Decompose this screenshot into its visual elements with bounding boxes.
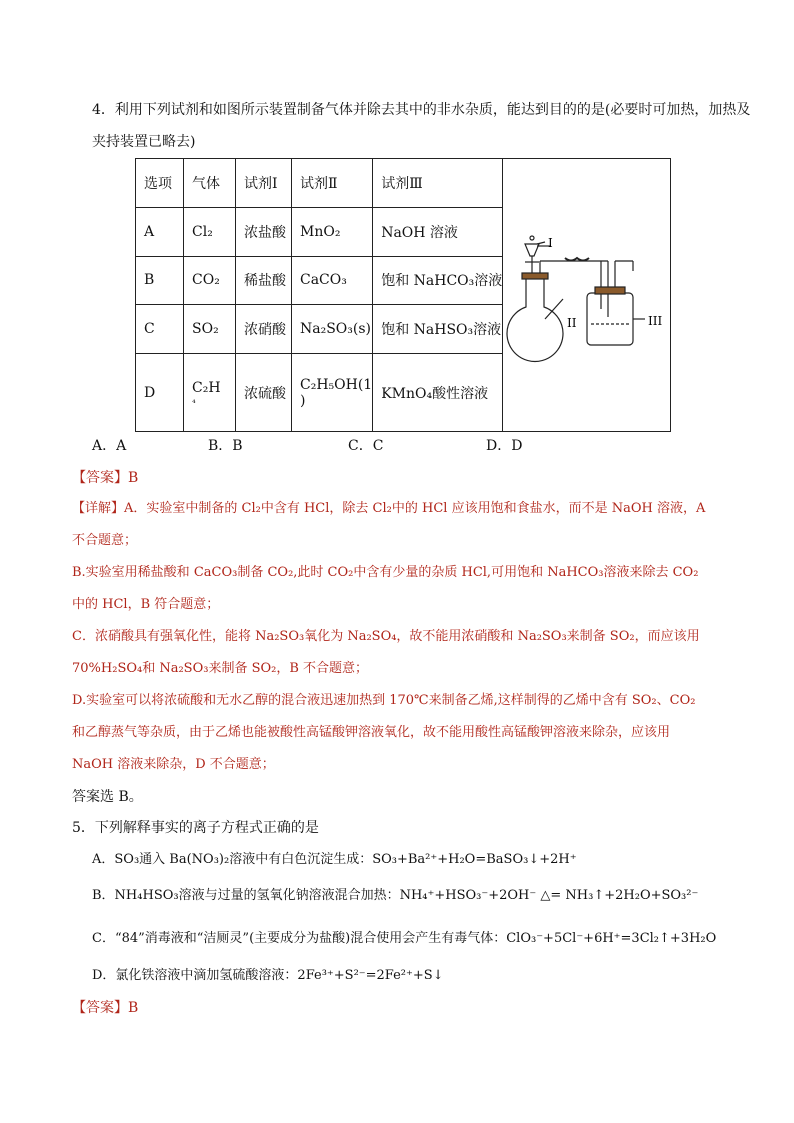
q5-stem: 5．下列解释事实的离子方程式正确的是 xyxy=(72,820,319,836)
table-cell-reagent-3: NaOH 溶液 xyxy=(373,207,503,256)
detail-line: C．浓硝酸具有强氧化性，能将 Na₂SO₃氧化为 Na₂SO₄，故不能用浓硝酸和 Na₂SO₃来制备 SO₂，而应该用 xyxy=(72,629,700,644)
round-bottom-flask-icon xyxy=(507,275,563,362)
table-cell-reagent-1: 稀盐酸 xyxy=(236,256,292,305)
table-cell-option: A xyxy=(136,207,184,256)
bottle-stopper-icon xyxy=(595,287,625,294)
table-cell-gas: SO₂ xyxy=(184,305,236,354)
separatory-funnel-icon xyxy=(525,244,539,256)
choice-b: B．B xyxy=(208,438,243,454)
table-cell-reagent-3: 饱和 NaHCO₃溶液 xyxy=(373,256,503,305)
label-reagent-II: II xyxy=(567,316,577,330)
table-cell-reagent-2: Na₂SO₃(s) xyxy=(292,305,373,354)
choice-c: C．C xyxy=(348,438,384,454)
gas-washing-bottle-icon xyxy=(587,293,633,345)
q4-final: 答案选 B。 xyxy=(72,789,143,805)
gas-formula-part2: ₄ xyxy=(192,395,196,406)
table-cell-reagent-1: 浓硫酸 xyxy=(236,354,292,432)
table-cell-gas: Cl₂ xyxy=(184,207,236,256)
choice-d: D．D xyxy=(486,438,523,454)
table-cell-option: D xyxy=(136,354,184,432)
q4-stem-line1: 4．利用下列试剂和如图所示装置制备气体并除去其中的非水杂质，能达到目的的是(必要时可加热，加热及 xyxy=(92,102,751,118)
q4-stem-line2: 夹持装置已略去) xyxy=(92,134,196,150)
reagent-2-part1: C₂H₅OH(1 xyxy=(300,376,373,393)
q5-option-a: A．SO₃通入 Ba(NO₃)₂溶液中有白色沉淀生成：SO₃+Ba²⁺+H₂O=BaSO₃↓+2H⁺ xyxy=(92,852,577,867)
reagent-2-part2: ) xyxy=(300,392,306,409)
table-cell-reagent-1: 浓硝酸 xyxy=(236,305,292,354)
detail-line: 中的 HCl，B 符合题意； xyxy=(72,597,220,612)
detail-line: NaOH 溶液来除杂，D 不合题意； xyxy=(72,757,275,772)
q5-option-d: D．氯化铁溶液中滴加氢硫酸溶液：2Fe³⁺+S²⁻=2Fe²⁺+S↓ xyxy=(92,968,444,983)
table-cell-option: C xyxy=(136,305,184,354)
table-header-cell: 气体 xyxy=(184,159,236,208)
table-header-cell: 试剂Ⅱ xyxy=(292,159,373,208)
table-cell-reagent-2: CaCO₃ xyxy=(292,256,373,305)
q5-option-b: B．NH₄HSO₃溶液与过量的氢氧化钠溶液混合加热：NH₄⁺+HSO₃⁻+2OH⁻ △= NH₃↑+2H₂O+SO₃²⁻ xyxy=(92,888,699,903)
gas-apparatus-diagram xyxy=(503,159,670,427)
table-cell-reagent-2: MnO₂ xyxy=(292,207,373,256)
table-header-cell: 试剂Ⅲ xyxy=(373,159,503,208)
table-cell-reagent-1: 浓盐酸 xyxy=(236,207,292,256)
gas-formula-part1: C₂H xyxy=(192,379,221,396)
table-cell-gas: CO₂ xyxy=(184,256,236,305)
q4-answer: 【答案】B xyxy=(72,470,139,486)
table-header-cell: 试剂Ⅰ xyxy=(236,159,292,208)
detail-line: 70%H₂SO₄和 Na₂SO₃来制备 SO₂，B 不合题意； xyxy=(72,661,369,676)
table-cell-option: B xyxy=(136,256,184,305)
apparatus-diagram-cell xyxy=(503,159,671,432)
detail-line: 和乙醇蒸气等杂质，由于乙烯也能被酸性高锰酸钾溶液氧化，故不能用酸性高锰酸钾溶液来除杂，应该用 xyxy=(72,725,671,740)
label-reagent-III: III xyxy=(648,314,663,328)
table-cell-reagent-3: 饱和 NaHSO₃溶液 xyxy=(373,305,503,354)
label-reagent-I: I xyxy=(548,236,554,250)
choice-a: A．A xyxy=(92,438,127,454)
q5-answer: 【答案】B xyxy=(72,1000,139,1016)
flask-stopper-icon xyxy=(522,273,548,279)
detail-line: B.实验室用稀盐酸和 CaCO₃制备 CO₂,此时 CO₂中含有少量的杂质 HCl,可用饱和 NaHCO₃溶液来除去 CO₂ xyxy=(72,565,699,580)
table-header-row xyxy=(136,159,671,208)
q5-option-c: C．“84”消毒液和“洁厕灵”(主要成分为盐酸)混合使用会产生有毒气体：ClO₃⁻+5Cl⁻+6H⁺=3Cl₂↑+3H₂O xyxy=(92,931,717,946)
table-cell-reagent-3: KMnO₄酸性溶液 xyxy=(373,354,503,432)
table-cell-gas xyxy=(184,354,236,432)
detail-line: 【详解】A．实验室中制备的 Cl₂中含有 HCl，除去 Cl₂中的 HCl 应该用饱和食盐水，而不是 NaOH 溶液，A xyxy=(72,501,706,516)
detail-line: 不合题意； xyxy=(72,533,138,548)
q4-options-table xyxy=(135,158,671,432)
table-header-cell: 选项 xyxy=(136,159,184,208)
detail-line: D.实验室可以将浓硫酸和无水乙醇的混合液迅速加热到 170℃来制备乙烯,这样制得的乙烯中含有 SO₂、CO₂ xyxy=(72,693,696,708)
table-cell-reagent-2 xyxy=(292,354,373,432)
